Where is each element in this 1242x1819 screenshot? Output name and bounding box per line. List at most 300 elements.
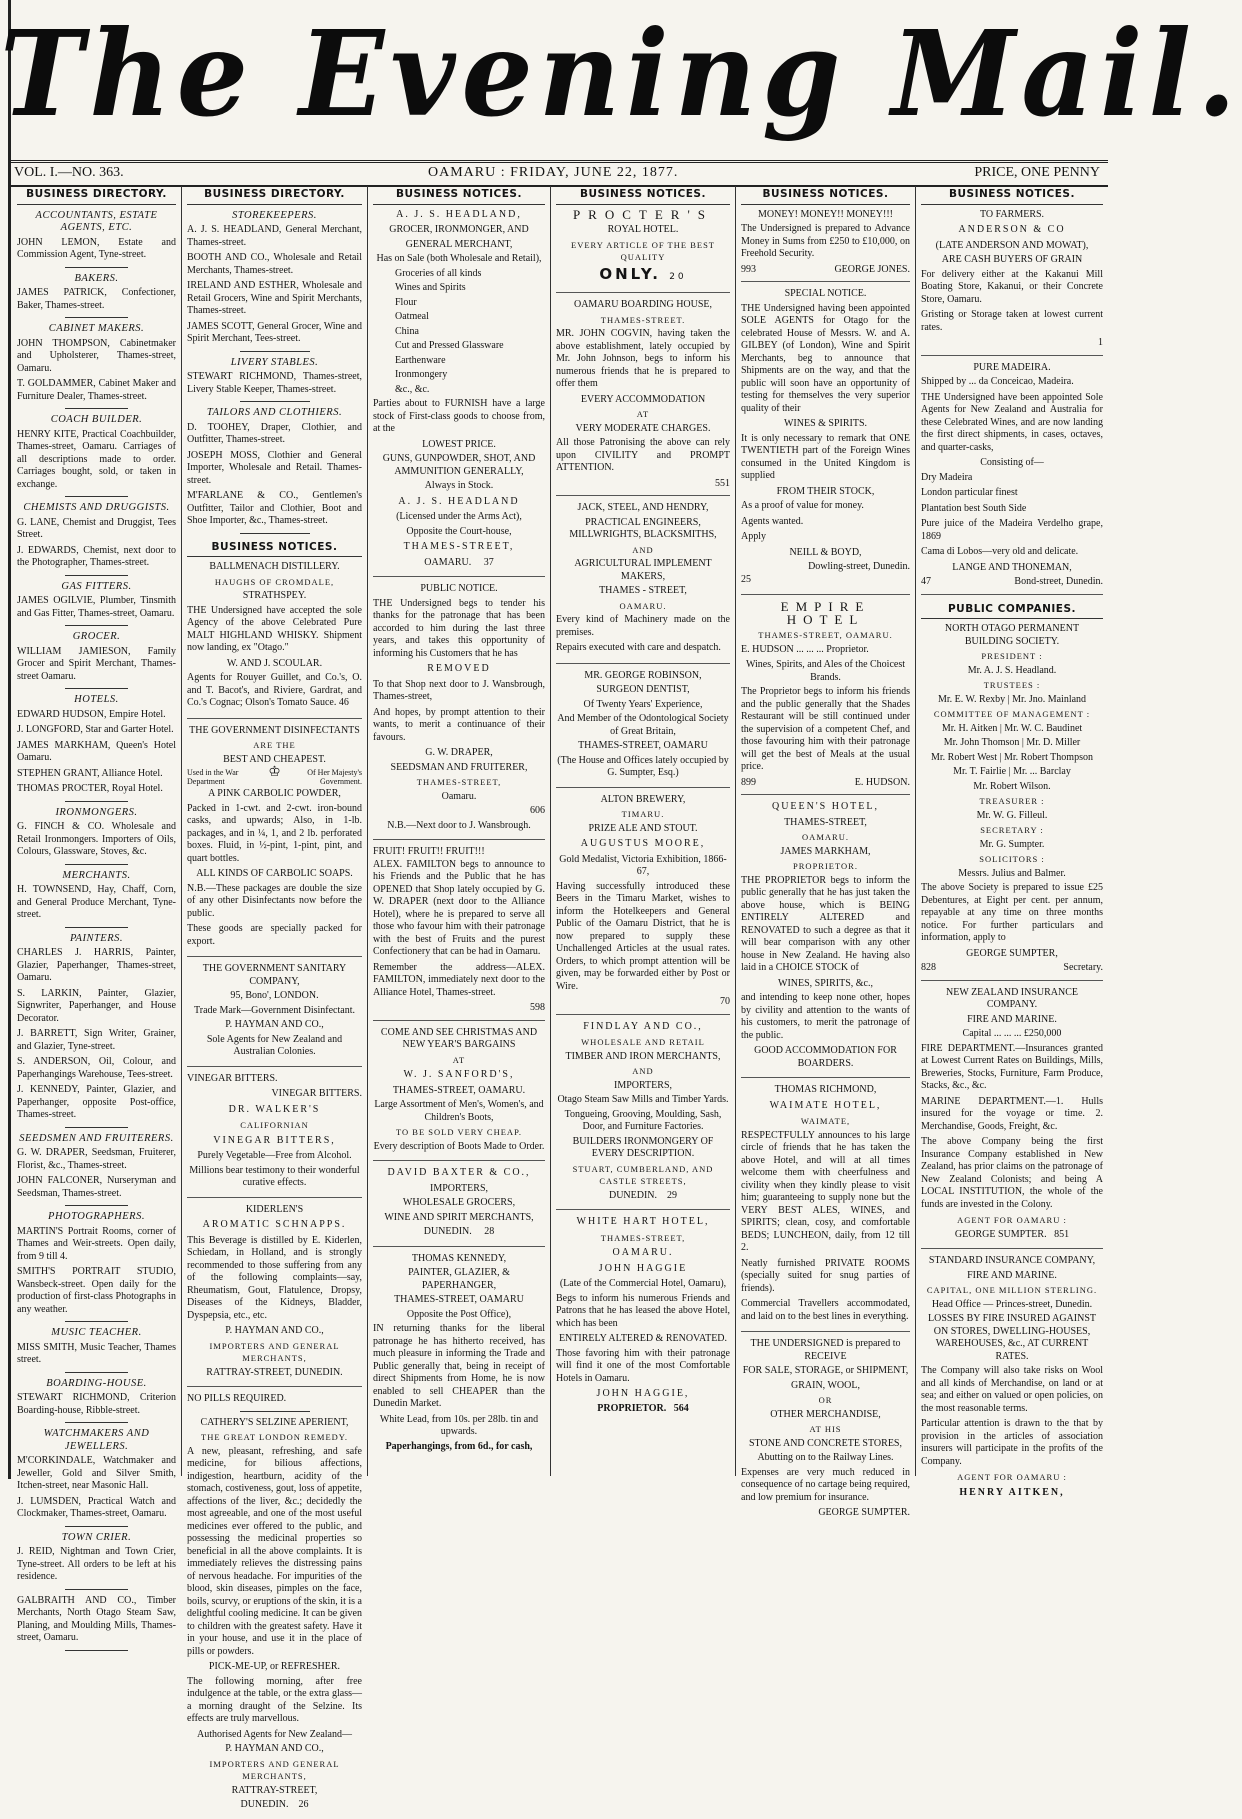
issue-date: OAMARU : FRIDAY, JUNE 22, 1877.	[428, 165, 679, 180]
directory-entry: CHARLES J. HARRIS, Painter, Glazier, Paperhanger, Thames-street, Oamaru.	[17, 947, 176, 983]
ad-title: FROM THEIR STOCK,	[776, 485, 875, 497]
directory-entry: STEWART RICHMOND, Criterion Boarding-house, Ribble-street.	[17, 1392, 176, 1416]
directory-entry: H. TOWNSEND, Hay, Chaff, Corn, and General Produce Merchant, Tyne-street.	[17, 884, 176, 920]
goods-item: Earthenware	[395, 354, 446, 366]
ad-body: Packed in 1-cwt. and 2-cwt. iron-bound casks, and upwards; Also, in 1-lb. packages, and in ¼, 1, and 2 lb. perforated boxes. Fluid, in ½-pint, 1-pint, pint, and quart bottles.	[187, 802, 362, 864]
ad-body: Commercial Travellers accommodated, and laid on to the best lines in everything.	[741, 1298, 910, 1322]
ad-title: NORTH OTAGO PERMANENT BUILDING SOCIETY.	[944, 623, 1080, 647]
divider	[65, 688, 129, 689]
ad-body: Of Twenty Years' Experience,	[583, 698, 703, 710]
ad-ballmenach	[187, 561, 362, 719]
ad-boarding-house	[556, 299, 730, 496]
ad-body: Neatly furnished PRIVATE ROOMS (specially suited for snug parties of friends).	[741, 1257, 910, 1294]
ad-body: THE PROPRIETOR begs to inform the public generally that he has just taken the above house, which is BEING ENTIRELY ALTERED and RENOVATED to such a degree as that it will bear comparison with any other house in New Zealand. He having also laid in a CHOICE STOCK of	[741, 874, 910, 973]
ad-subtitle: (LATE ANDERSON AND MOWAT),	[935, 239, 1089, 251]
ad-body: These goods are specially packed for export.	[187, 923, 362, 947]
divider	[65, 408, 129, 409]
ad-title: JACK, STEEL, AND HENDRY,	[577, 502, 709, 513]
wine-item: Pure juice of the Madeira Verdelho grape, 1869	[921, 518, 1103, 542]
divider	[65, 927, 129, 928]
committee-list	[921, 723, 1103, 779]
ad-body: (Late of the Commercial Hotel, Oamaru),	[559, 1278, 727, 1289]
ad-body: Parties about to FURNISH have a large stock of First-class goods to choose from, at the	[373, 398, 545, 434]
directory-entry: MISS SMITH, Music Teacher, Thames street.	[17, 1341, 176, 1365]
ad-subtitle: PRESIDENT :	[981, 651, 1043, 661]
ad-title: REMOVED	[427, 663, 491, 674]
ad-number: 828	[921, 962, 936, 973]
ad-signature: P. HAYMAN AND CO.,	[225, 1019, 324, 1030]
ad-address: THAMES-STREET,	[403, 541, 515, 552]
ad-waimate-hotel	[741, 1084, 910, 1332]
ad-crest-row	[187, 765, 362, 786]
directory-category: GAS FITTERS.	[61, 580, 132, 592]
wine-item: London particular finest	[921, 487, 1018, 498]
ad-signature: AUGUSTUS MOORE,	[580, 838, 706, 849]
ad-subtitle: WHOLESALE AND RETAIL	[581, 1037, 705, 1047]
ad-address: 95, Bono', LONDON.	[230, 990, 319, 1001]
ad-sumpter-stores	[741, 1338, 910, 1525]
directory-entry: D. TOOHEY, Draper, Clothier, and Outfitter, Thames-street.	[187, 421, 362, 445]
ad-title: FINDLAY AND CO.,	[583, 1020, 703, 1032]
ad-body: Mr. A. J. S. Headland.	[967, 664, 1057, 676]
left-page-rule	[8, 0, 11, 1479]
ad-signature: P. HAYMAN AND CO.,	[225, 1325, 324, 1336]
directory-entry: GALBRAITH AND CO., Timber Merchants, North Otago Steam Saw, Planing, and Moulding Mills, Thames-street, Oamaru.	[17, 1594, 176, 1643]
ad-address: THAMES-STREET.	[600, 314, 686, 325]
ad-title: COME AND SEE CHRISTMAS AND NEW YEAR'S BARGAINS	[380, 1026, 538, 1050]
ad-body: TO BE SOLD VERY CHEAP.	[396, 1127, 522, 1137]
ad-body: To that Shop next door to J. Wansbrough, Thames-street,	[373, 678, 545, 702]
divider	[65, 575, 129, 576]
ad-body: Trade Mark—Government Disinfectant.	[194, 1004, 355, 1016]
ad-standard-insurance	[921, 1255, 1103, 1507]
ad-address: RATTRAY-STREET, DUNEDIN.	[206, 1366, 343, 1378]
directory-entry: J. LUMSDEN, Practical Watch and Clockmaker, Thames-street, Oamaru.	[17, 1495, 176, 1519]
ad-body: Large Assortment of Men's, Women's, and Children's Boots,	[374, 1099, 544, 1123]
committee-member: Mr. Robert West | Mr. Robert Thompson	[931, 751, 1093, 763]
ad-role: PROPRIETOR.	[793, 861, 858, 871]
ad-title: VINEGAR BITTERS,	[213, 1134, 336, 1146]
directory-entry: WILLIAM JAMIESON, Family Grocer and Spirit Merchant, Thames-street Oamaru.	[17, 645, 176, 682]
ad-subtitle: CAPITAL, ONE MILLION STERLING.	[926, 1285, 1098, 1295]
directory-category: SEEDSMEN AND FRUITERERS.	[19, 1132, 174, 1144]
ad-body: Every description of Boots Made to Order.	[373, 1140, 545, 1152]
directory-category: IRONMONGERS.	[55, 806, 138, 818]
divider	[240, 401, 310, 402]
ad-address: THAMES-STREET, OAMARU	[394, 1294, 524, 1305]
ad-subtitle: AGRICULTURAL IMPLEMENT MAKERS,	[574, 558, 712, 582]
ad-subtitle: OR	[818, 1395, 833, 1405]
ad-subtitle: WINE AND SPIRIT MERCHANTS,	[384, 1211, 534, 1223]
ad-number: 1	[1098, 337, 1103, 348]
ad-title: MONEY! MONEY!! MONEY!!!	[758, 208, 893, 220]
ad-signature: SEEDSMAN AND FRUITERER,	[390, 761, 528, 773]
column-header: BUSINESS NOTICES.	[556, 186, 730, 205]
ad-title: THE UNDERSIGNED is prepared to RECEIVE	[750, 1338, 901, 1362]
ad-town: TIMARU.	[621, 809, 665, 819]
ad-nz-insurance	[921, 987, 1103, 1250]
ad-body: MARINE DEPARTMENT.—1. Hulls insured for the voyage or time. 2. Merchandise, Goods, Freight, &c.	[921, 1095, 1103, 1132]
ad-body: The Undersigned is prepared to Advance Money in Sums from £250 to £10,000, on Freehold Security.	[741, 223, 910, 259]
committee-member: Mr. H. Aitken | Mr. W. C. Baudinet	[941, 722, 1083, 734]
ad-body: Wines, Spirits, and Ales of the Choicest Brands.	[745, 659, 906, 683]
ad-signature: GEORGE SUMPTER.	[954, 1228, 1047, 1240]
ad-title: THOMAS KENNEDY,	[411, 1252, 507, 1264]
ad-address: THAMES-STREET,	[784, 816, 867, 828]
ad-town: OAMARU.	[424, 556, 472, 568]
ad-body: Head Office — Princes-street, Dunedin.	[931, 1298, 1093, 1310]
directory-category: BOARDING-HOUSE.	[46, 1377, 147, 1389]
ad-body: The above Company being the first Insurance Company established in New Zealand, has prior claims on the patronage of New Zealand Colonists; and being A LOCAL INSTITUTION, the whole of the funds are invested in the Colony.	[921, 1136, 1103, 1210]
ad-title: WHITE HART HOTEL,	[576, 1216, 710, 1227]
ad-body: It is only necessary to remark that ONE TWENTIETH part of the Foreign Wines consumed in the United Kingdom is supplied	[741, 432, 910, 481]
ad-title: VERY MODERATE CHARGES.	[575, 422, 711, 434]
ad-subtitle: COMMITTEE OF MANAGEMENT :	[933, 709, 1091, 719]
goods-item: Oatmeal	[395, 311, 429, 322]
ad-body: Apply	[741, 531, 766, 542]
ad-title: PURE MADEIRA.	[973, 361, 1051, 373]
ad-address: THAMES-STREET, OAMARU	[578, 740, 708, 751]
ad-title: PROCTER'S	[572, 206, 714, 222]
ad-title: ONLY.	[599, 264, 661, 283]
ad-number: 899	[741, 776, 756, 788]
divider	[65, 1321, 129, 1322]
issue-price: PRICE, ONE PENNY	[974, 165, 1100, 180]
ad-body: Purely Vegetable—Free from Alcohol.	[197, 1150, 352, 1161]
ad-procter-royal-hotel	[556, 206, 730, 294]
ad-body: (Licensed under the Arms Act),	[396, 511, 522, 522]
ad-town: DUNEDIN.	[240, 1799, 289, 1810]
ad-body: Otago Steam Saw Mills and Timber Yards.	[557, 1094, 729, 1105]
ad-subtitle: GROCER, IRONMONGER, AND	[389, 224, 529, 235]
ad-body: FIRE DEPARTMENT.—Insurances granted at Lowest Current Rates on Buildings, Mills, Breweries, Stocks, Furniture, Farm Produce, Stacks, &c., &c.	[921, 1042, 1103, 1091]
ad-role: PROPRIETOR.	[597, 1402, 667, 1414]
ad-empire-hotel	[741, 601, 910, 795]
directory-category: LIVERY STABLES.	[230, 356, 319, 368]
directory-list	[17, 210, 176, 1651]
directory-category: PAINTERS.	[69, 932, 124, 944]
divider	[65, 317, 129, 318]
ad-title: WAIMATE HOTEL,	[769, 1099, 882, 1111]
ad-number: 20	[669, 271, 687, 282]
ad-building-society	[921, 623, 1103, 981]
ad-title: PICK-ME-UP, or REFRESHER.	[208, 1661, 341, 1672]
directory-category: BAKERS.	[74, 272, 119, 284]
ad-familton	[373, 859, 545, 1021]
ad-address: THAMES-STREET,	[416, 777, 502, 787]
ad-robinson-dentist	[556, 670, 730, 788]
ad-subtitle: AND	[632, 1066, 654, 1076]
ad-subtitle: ARE THE	[253, 740, 296, 750]
ad-queens-hotel	[741, 801, 910, 1078]
ad-body: Begs to inform his numerous Friends and Patrons that he has leased the above Hotel, which has been	[556, 1292, 730, 1329]
ad-address: STUART, CUMBERLAND, AND CASTLE STREETS,	[572, 1163, 714, 1186]
ad-address: THAMES - STREET,	[599, 585, 687, 596]
ad-subtitle: GRAIN, WOOL,	[791, 1379, 860, 1391]
divider	[65, 496, 129, 497]
ad-title: VINEGAR BITTERS.	[271, 1088, 362, 1099]
ad-public-notice-draper	[373, 583, 545, 840]
page-columns	[12, 186, 1108, 1810]
ad-body: Always in Stock.	[424, 480, 494, 491]
ad-body: IMPORTERS AND GENERAL MERCHANTS,	[209, 1758, 340, 1781]
directory-category: TOWN CRIER.	[61, 1531, 132, 1543]
ad-town: OAMARU.	[612, 1247, 674, 1258]
divider	[240, 1411, 310, 1412]
column-header: BUSINESS NOTICES.	[921, 186, 1103, 205]
ad-body: As a proof of value for money.	[741, 500, 864, 511]
ad-title: DR. WALKER'S	[228, 1103, 321, 1115]
ad-body: Every kind of Machinery made on the premises.	[556, 614, 730, 638]
ad-address: THAMES-STREET, OAMARU.	[392, 1084, 526, 1096]
ad-number: 606	[530, 805, 545, 816]
ad-title: EMPIRE HOTEL	[780, 599, 871, 627]
ad-body: ALEX. FAMILTON begs to announce to his Friends and the Public that he has OPENED that Shop lately occupied by G. W. DRAPER (next door to the Alliance Hotel), where he is prepared to serve all those who favour him with their patronage with the best of Fruits and the purest Confectionery that can be had in Oamaru.	[373, 858, 545, 957]
ad-subtitle: TRUSTEES :	[983, 680, 1041, 690]
column-business-notices-3	[368, 186, 551, 1476]
directory-category: ACCOUNTANTS, ESTATE AGENTS, ETC.	[35, 209, 158, 233]
ad-subtitle: AT	[452, 1054, 466, 1065]
ad-body: Opposite the Court-house,	[406, 525, 512, 537]
goods-list	[373, 268, 545, 397]
column-business-directory-1	[12, 186, 182, 1643]
ad-body: Agents wanted.	[741, 515, 804, 527]
ad-subtitle: TREASURER :	[979, 796, 1045, 806]
directory-category: CHEMISTS AND DRUGGISTS.	[23, 502, 170, 513]
goods-item: Flour	[395, 296, 417, 308]
ad-white-hart-hotel	[556, 1216, 730, 1422]
ad-body: Paperhangings, from 6d., for cash,	[385, 1440, 533, 1452]
ad-number: 25	[741, 573, 751, 585]
directory-entry: M'CORKINDALE, Watchmaker and Jeweller, Gold and Silver Smith, Itchen-street, near Masonic Hall.	[17, 1455, 176, 1491]
ad-body: This Beverage is distilled by E. Kiderlen, Schiedam, in Holland, and is strongly recommended to those suffering from any of the following complaints—say, Rheumatism, Gout, Flatulence, Dropsy, Diseases of the Kidneys, Bladder, Dyspepsia, etc., etc.	[187, 1234, 362, 1321]
dateline	[8, 160, 1108, 187]
ad-title: OAMARU BOARDING HOUSE,	[573, 299, 713, 310]
divider	[65, 1422, 129, 1423]
directory-entry: STEPHEN GRANT, Alliance Hotel.	[17, 767, 163, 779]
ad-fruit-header: FRUIT! FRUIT!! FRUIT!!!	[373, 846, 485, 857]
ad-body: Gold Medalist, Victoria Exhibition, 1866-67,	[559, 853, 727, 877]
directory-entry: G. W. DRAPER, Seedsman, Fruiterer, Florist, &c., Thames-street.	[17, 1147, 176, 1171]
ad-body: And hopes, by prompt attention to their wants, to merit a continuance of their favours.	[373, 706, 545, 743]
ad-title: WINES, SPIRITS, &c.,	[778, 977, 873, 989]
ad-number: 564	[673, 1402, 689, 1414]
ad-number: 47	[921, 576, 931, 587]
ad-town: Oamaru.	[441, 790, 477, 802]
ad-signature: HENRY AITKEN,	[959, 1486, 1065, 1498]
ad-body: Gristing or Storage taken at lowest current rates.	[921, 309, 1103, 333]
goods-item: China	[395, 325, 419, 337]
ad-body: Has on Sale (both Wholesale and Retail),	[376, 253, 542, 264]
directory-category: COACH BUILDER.	[50, 414, 143, 425]
committee-member: Mr. John Thomson | Mr. D. Miller	[943, 737, 1081, 748]
ad-subtitle: FIRE AND MARINE.	[967, 1013, 1057, 1025]
ad-title: EVERY ACCOMMODATION	[580, 393, 706, 405]
ad-title: PRIZE ALE AND STOUT.	[588, 822, 698, 834]
ad-body: Authorised Agents for New Zealand—	[197, 1728, 352, 1740]
ad-body: Abutting on to the Railway Lines.	[757, 1452, 894, 1463]
directory-list	[187, 210, 362, 534]
ad-subtitle: FIRE AND MARINE.	[967, 1269, 1057, 1281]
directory-entry: IRELAND AND ESTHER, Wholesale and Retail Grocers, Wine and Spirit Merchants, Thames-street.	[187, 280, 362, 316]
ad-body: Having successfully introduced these Beers in the Timaru Market, wishes to inform the Hotelkeepers and General Public of the Oamaru District, that he is now prepared to supply these Unchallenged Articles at the usual rates. Orders, to which prompt attention will be given, may be forwarded either by Post or Wire.	[556, 880, 730, 992]
directory-category: GROCER.	[72, 631, 121, 642]
ad-body: White Lead, from 10s. per 28lb. tin and upwards.	[379, 1413, 539, 1437]
ad-title: A. J. S. HEADLAND,	[396, 208, 522, 220]
ad-body: N.B.—These packages are double the size of any other Disinfectants now before the public.	[187, 882, 362, 919]
directory-entry: G. FINCH & CO. Wholesale and Retail Ironmongers. Importers of Oils, Colours, Glassware, Stoves, &c.	[17, 821, 176, 857]
ad-to-farmers	[921, 209, 1103, 356]
directory-entry: T. GOLDAMMER, Cabinet Maker and Furniture Dealer, Thames-street.	[17, 378, 176, 402]
divider	[240, 351, 310, 352]
goods-item: &c., &c.	[395, 383, 430, 395]
directory-entry: THOMAS PROCTER, Royal Hotel.	[17, 783, 163, 794]
directory-category: HOTELS.	[74, 694, 119, 705]
ad-body: Shipped by ... da Conceicao, Madeira.	[921, 376, 1074, 387]
goods-item: Groceries of all kinds	[395, 267, 482, 279]
column-header: BUSINESS DIRECTORY.	[17, 186, 176, 205]
ad-body: The following morning, after free indulgence at the table, or the extra glass—a morning draught of the Selzine. Its effects are truly marvellous.	[187, 1675, 362, 1724]
ad-body: IN returning thanks for the liberal patronage he has hitherto received, has much pleasure in informing the Trade and Public generally that, being in receipt of direct Shipments from Home, he is now enabled to sell CHEAPER than the Dunedin Market.	[373, 1323, 545, 1409]
ad-number: 37	[483, 556, 494, 568]
column-header: BUSINESS NOTICES.	[373, 186, 545, 205]
ad-address: THAMES-STREET, OAMARU.	[758, 630, 893, 640]
ad-body: BUILDERS IRONMONGERY OF EVERY DESCRIPTION.	[572, 1135, 714, 1159]
ad-body: THE Undersigned begs to tender his thanks for the patronage that has been accorded to him during the last three years, and takes this opportunity of informing his Customers that he has	[373, 597, 545, 659]
ad-subtitle: PAINTER, GLAZIER, & PAPERHANGER,	[408, 1267, 510, 1291]
ad-subtitle: AGENT FOR OAMARU :	[957, 1472, 1067, 1482]
ad-title: A PINK CARBOLIC POWDER,	[208, 788, 341, 799]
ad-title: BALLMENACH DISTILLERY.	[209, 561, 340, 572]
wine-item: Dry Madeira	[921, 471, 973, 483]
ad-signature: JAMES MARKHAM,	[780, 845, 871, 857]
ad-subtitle: WHOLESALE GROCERS,	[402, 1197, 516, 1208]
ad-signature: W. AND J. SCOULAR.	[226, 657, 323, 669]
ad-body: THE Undersigned have been appointed Sole Agents for New Zealand and Australia for these Celebrated Wines, and are now landing the first direct shipments, in cases, octaves, and quarter-casks,	[921, 391, 1103, 453]
wine-item: Plantation best South Side	[921, 502, 1027, 514]
ad-number: 598	[530, 1002, 545, 1013]
ad-body: Remember the address—ALEX. FAMILTON, immediately next door to the Alliance Hotel, Thames-street.	[373, 961, 545, 998]
column-header: BUSINESS NOTICES.	[741, 186, 910, 205]
directory-entry: HENRY KITE, Practical Coachbuilder, Thames-street, Oamaru. Carriages of all descriptions made to order. Carriages bought, sold, or taken in exchange.	[17, 428, 176, 490]
column-business-notices-6	[916, 186, 1108, 1498]
ad-title: LOSSES BY FIRE INSURED AGAINST ON STORES, DWELLING-HOUSES, WAREHOUSES, &c., AT CURRENT RATES.	[928, 1313, 1096, 1362]
ad-subtitle: TIMBER AND IRON MERCHANTS,	[565, 1050, 721, 1062]
ad-title: LOWEST PRICE.	[422, 438, 496, 450]
ad-body: Mr. W. G. Filleul.	[976, 809, 1048, 821]
directory-category: PHOTOGRAPHERS.	[48, 1211, 145, 1222]
wine-list	[921, 472, 1103, 559]
ad-subtitle: THE GREAT LONDON REMEDY.	[201, 1432, 348, 1442]
column-subheader: PUBLIC COMPANIES.	[921, 601, 1103, 620]
column-business-directory-2	[182, 186, 368, 1810]
ad-body: IMPORTERS AND GENERAL MERCHANTS,	[209, 1340, 340, 1363]
ad-sanford	[373, 1027, 545, 1162]
directory-entry: JOHN FALCONER, Nurseryman and Seedsman, Thames-street.	[17, 1175, 176, 1199]
ad-address: Dowling-street, Dunedin.	[808, 561, 910, 572]
ad-signature: GEORGE SUMPTER,	[966, 947, 1058, 959]
ad-body: Millions bear testimony to their wonderful curative effects.	[189, 1164, 360, 1188]
column-business-notices-4	[551, 186, 736, 1476]
ad-town: WAIMATE,	[800, 1116, 851, 1126]
ad-selzine	[187, 1417, 362, 1819]
directory-entry: JOHN LEMON, Estate and Commission Agent, Tyne-street.	[17, 236, 176, 260]
ad-alton-brewery	[556, 794, 730, 1015]
ad-signature: W. J. SANFORD'S,	[403, 1069, 515, 1080]
ad-body: Sole Agents for New Zealand and Australian Colonies.	[206, 1033, 343, 1057]
ad-title: STANDARD INSURANCE COMPANY,	[928, 1255, 1096, 1266]
divider	[240, 533, 310, 534]
ad-subtitle: BEST AND CHEAPEST.	[223, 753, 326, 765]
directory-entry: G. LANE, Chemist and Druggist, Tees Street.	[17, 516, 176, 540]
ad-body: Opposite the Post Office),	[406, 1308, 512, 1320]
ad-title: ENTIRELY ALTERED & RENOVATED.	[558, 1333, 728, 1344]
ad-subtitle: IMPORTERS,	[429, 1182, 489, 1194]
ad-address: RATTRAY-STREET,	[231, 1784, 318, 1796]
ad-subtitle: SOLICITORS :	[979, 854, 1045, 864]
ad-town: OAMARU.	[802, 832, 849, 842]
ad-body: N.B.—Next door to J. Wansbrough.	[387, 819, 531, 831]
ad-signature: GEORGE SUMPTER.	[818, 1507, 910, 1518]
ad-signature: P. HAYMAN AND CO.,	[225, 1743, 324, 1754]
ad-title: GOOD ACCOMMODATION FOR BOARDERS.	[754, 1045, 897, 1069]
ad-town: OAMARU.	[619, 600, 667, 611]
divider	[65, 1526, 129, 1527]
ad-body: Those favoring him with their patronage will find it one of the most Comfortable Hotels in Oamaru.	[556, 1347, 730, 1384]
directory-category: CABINET MAKERS.	[48, 323, 145, 334]
ad-money	[741, 209, 910, 283]
ad-special-notice	[741, 288, 910, 595]
ad-pure-madeira	[921, 362, 1103, 595]
ad-signature: JOHN HAGGIE	[598, 1262, 688, 1274]
ad-body: THE Undersigned have accepted the sole Agency of the above Celebrated Pure MALT HIGHLAND WHISKY. Shipment now landing, ex "Otago."	[187, 604, 362, 653]
ad-body: and intending to keep none other, hopes by civility and attention to the wants of his customers, to merit the patronage of the public.	[741, 992, 910, 1041]
divider	[65, 1372, 129, 1373]
ad-body: Agents for Rouyer Guillet, and Co.'s, O. and T. Bacot's, and Riviere, Gardrat, and Co.'s Cognac; Olson's Tomato Sauce. 46	[187, 672, 362, 708]
ad-number: 993	[741, 263, 756, 275]
ad-title: PUBLIC NOTICE.	[420, 583, 498, 594]
ad-number: 26	[298, 1799, 309, 1810]
ad-body: A new, pleasant, refreshing, and safe medicine, for bilious affections, indigestion, heartburn, acidity of the stomach, costiveness, gout, loss of appetite, affections of the liver, &c.; decidedly the most agreeable, and one of the most useful medicines ever offered to the public, and possessing the medicinal properties so beneficial in all the above complaints. It is immediately relieves the distressing pains of nervous headache. For impurities of the blood, skin diseases, pimples on the face, boils, scurvy, or eruptions of the skin, it is a delightful cooling medicine. It can be given to children with the greatest safety. Have it in your house, and use it in the place of pills or powders.	[187, 1445, 362, 1657]
ad-subtitle: AT HIS	[809, 1424, 842, 1434]
divider	[65, 1205, 129, 1206]
column-header: BUSINESS DIRECTORY.	[187, 186, 362, 205]
ad-title: STONE AND CONCRETE STORES,	[749, 1437, 902, 1449]
ad-signature: E. HUDSON.	[854, 776, 910, 788]
ad-body: All those Patronising the above can rely upon CIVILITY and PROMPT ATTENTION.	[556, 437, 730, 473]
ad-findlay	[556, 1021, 730, 1211]
wine-item: Cama di Lobos—very old and delicate.	[921, 546, 1079, 557]
directory-entry: JOSEPH MOSS, Clothier and General Importer, Wholesale and Retail. Thames-street.	[187, 449, 362, 486]
divider	[65, 625, 129, 626]
ad-title: GUNS, GUNPOWDER, SHOT, AND AMMUNITION GENERALLY,	[382, 453, 536, 477]
ad-body: Mr. Robert Wilson.	[973, 780, 1051, 792]
directory-category: TAILORS AND CLOTHIERS.	[206, 407, 343, 418]
ad-signature: E. HUDSON ... ... ... Proprietor.	[741, 643, 869, 655]
ad-number: 551	[715, 477, 730, 489]
crown-icon: ♔	[268, 765, 281, 780]
directory-category: STOREKEEPERS.	[232, 209, 317, 221]
divider	[65, 1650, 129, 1651]
divider	[65, 801, 129, 802]
ad-body: THE Undersigned having been appointed SOLE AGENTS for Otago for the celebrated House of Messrs. W. and A. GILBEY (of London), Wine and Spirit Merchants, beg to announce that Shipments are on the way, and that the public will soon have an opportunity of testing for themselves the very superior quality of their	[741, 302, 910, 414]
ad-subtitle: CALIFORNIAN	[240, 1120, 309, 1130]
directory-entry: S. LARKIN, Painter, Glazier, Signwriter, Paperhanger, and House Decorator.	[17, 987, 176, 1024]
directory-entry: A. J. S. HEADLAND, General Merchant, Thames-street.	[187, 224, 362, 248]
ad-title: VINEGAR BITTERS.	[187, 1072, 278, 1084]
crest-right-text: Of Her Majesty's Government.	[307, 768, 362, 786]
directory-entry: J. KENNEDY, Painter, Glazier, and Paperhanger, opposite Post-office, Thames-street.	[17, 1084, 176, 1120]
